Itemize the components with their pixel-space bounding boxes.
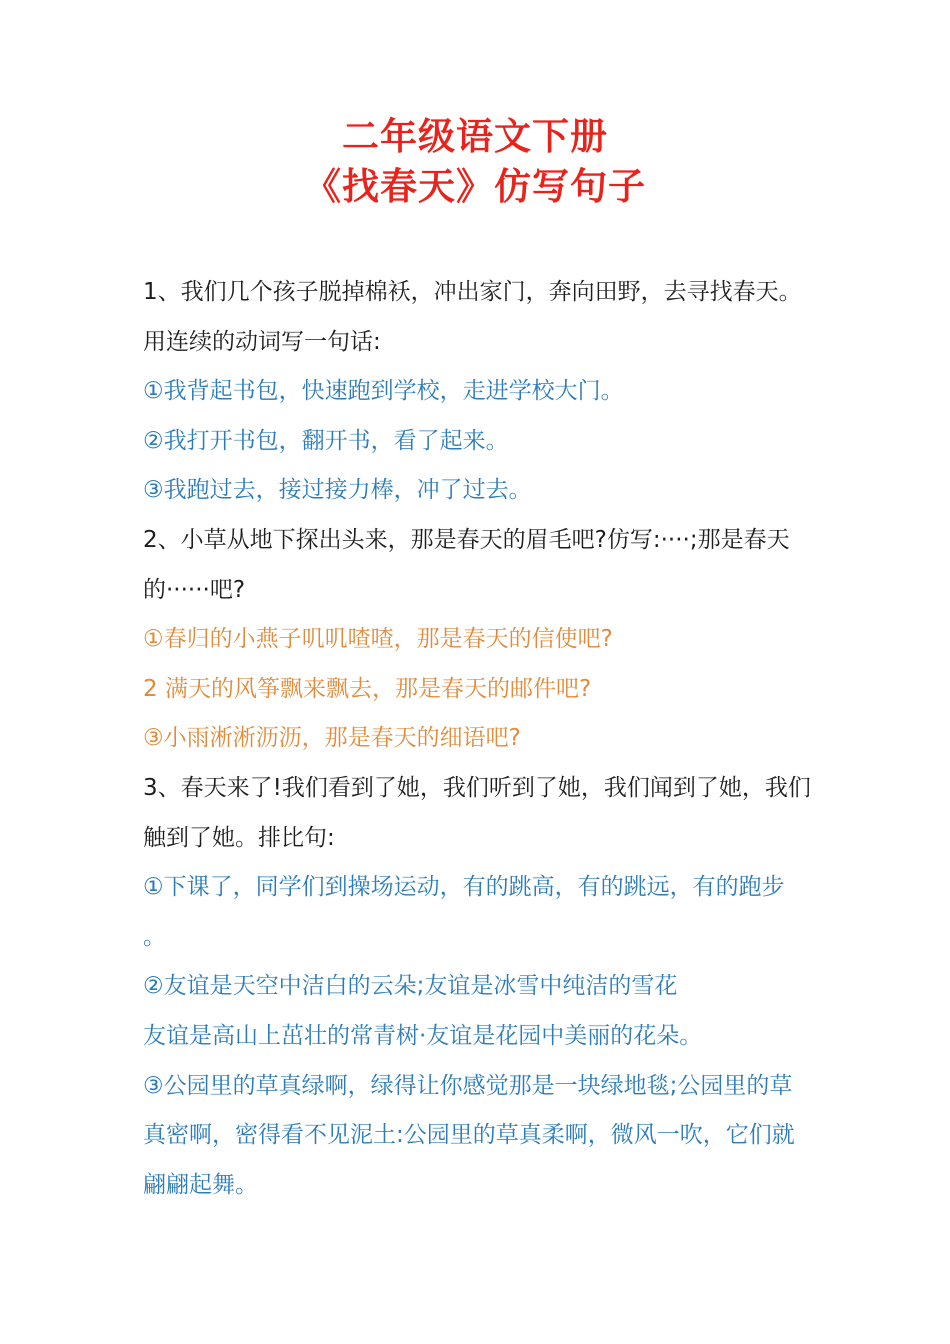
answer-3-2-line-1: ②友谊是天空中洁白的云朵;友谊是冰雪中纯洁的雪花 [143, 973, 678, 1000]
answer-2-1: ①春归的小燕子叽叽喳喳，那是春天的信使吧? [143, 626, 613, 653]
answer-3-3-line-1: ③公园里的草真绿啊，绿得让你感觉那是一块绿地毯;公园里的草 [143, 1072, 793, 1099]
answer-1-1: ①我背起书包，快速跑到学校，走进学校大门。 [143, 378, 624, 405]
question-3-line-2: 触到了她。排比句: [143, 824, 335, 851]
exercise-section-2 [143, 516, 823, 764]
question-1-line-1: 1、我们几个孩子脱掉棉袄，冲出家门，奔向田野，去寻找春天。 [143, 279, 802, 305]
answer-3-3-line-2: 真密啊，密得看不见泥土:公园里的草真柔啊，微风一吹，它们就 [143, 1122, 795, 1149]
answer-3-2-line-2: 友谊是高山上茁壮的常青树·友谊是花园中美丽的花朵。 [143, 1022, 703, 1049]
question-3-line-1: 3、春天来了!我们看到了她，我们听到了她，我们闻到了她，我们 [143, 774, 811, 801]
exercise-section-1 [143, 268, 823, 516]
question-2-line-1: 2、小草从地下探出头来，那是春天的眉毛吧?仿写:····;那是春天 [143, 526, 790, 553]
title-lesson: 《找春天》仿写句子 [304, 165, 646, 208]
exercise-content [143, 268, 823, 1210]
answer-3-1-line-1: ①下课了，同学们到操场运动，有的跳高，有的跳远，有的跑步 [143, 874, 785, 901]
answer-1-2: ②我打开书包，翻开书，看了起来。 [143, 427, 509, 454]
question-1-line-2: 用连续的动词写一句话: [143, 328, 381, 355]
answer-2-2: 2 满天的风筝飘来飘去，那是春天的邮件吧? [143, 675, 592, 702]
title-grade: 二年级语文下册 [342, 115, 608, 158]
exercise-section-3 [143, 764, 823, 1210]
answer-3-3-line-3: 翩翩起舞。 [143, 1171, 258, 1198]
title-block [0, 112, 950, 212]
answer-2-3: ③小雨淅淅沥沥，那是春天的细语吧? [143, 725, 521, 752]
question-2-line-2: 的······吧? [143, 576, 246, 603]
answer-1-3: ③我跑过去，接过接力棒，冲了过去。 [143, 477, 532, 504]
answer-3-1-line-2: 。 [143, 923, 166, 950]
